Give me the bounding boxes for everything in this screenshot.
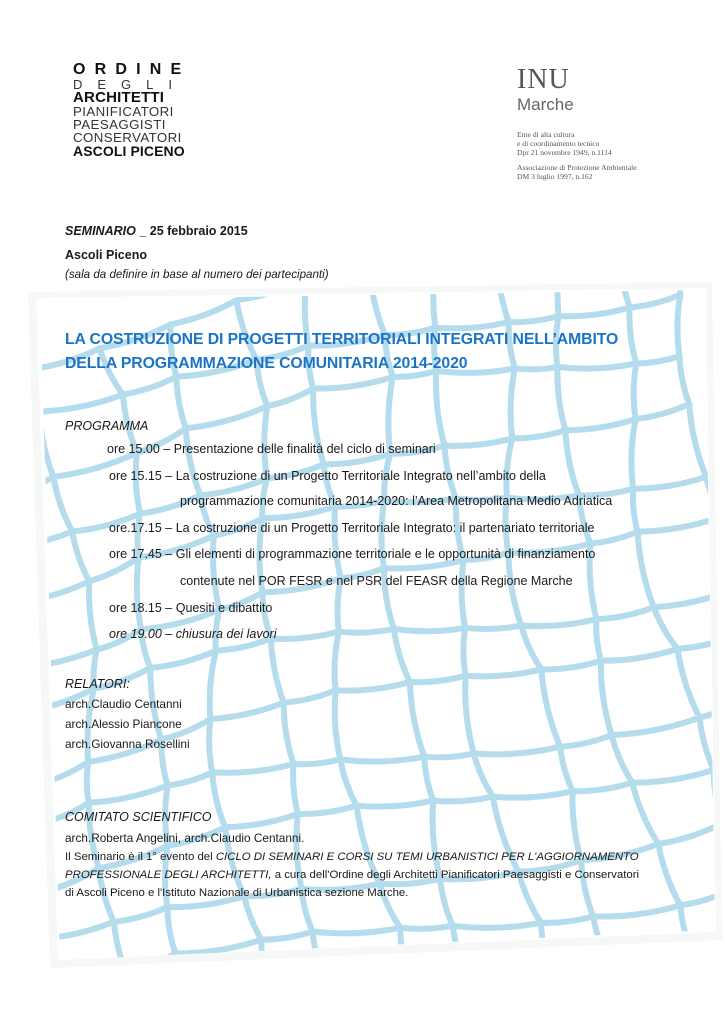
seminar-note-line2 — [65, 869, 639, 881]
comitato-members: arch.Roberta Angelini, arch.Claudio Centanni. — [65, 831, 305, 845]
seminar-cycle-name-cont: PROFESSIONALE DEGLI ARCHITETTI, — [65, 869, 272, 881]
relatori-heading: RELATORI: — [65, 677, 130, 691]
programma-item-continuation: contenute nel POR FESR e nel PSR del FEASR della Regione Marche — [180, 574, 573, 588]
inu-note: Ente di alta cultura — [517, 130, 575, 139]
relatore-name: arch.Alessio Piancone — [65, 717, 182, 731]
logo-line-degli: DEGLI — [73, 77, 188, 92]
seminar-note-text: Il Seminario è il 1° evento del — [65, 851, 216, 863]
net-strand — [463, 628, 465, 676]
programma-item — [107, 442, 436, 456]
inu-note: e di coordinamento tecnico — [517, 139, 600, 149]
programma-time: ore.17.15 — [109, 521, 162, 535]
net-strand — [0, 426, 1, 498]
programma-text: – La costruzione di un Progetto Territoriale Integrato: il partenariato territoriale — [161, 521, 595, 535]
programma-text: – La costruzione di un Progetto Territoriale Integrato nell’ambito della — [161, 469, 546, 483]
net-strand — [41, 822, 46, 892]
net-strand — [17, 668, 29, 711]
net-strand — [38, 939, 43, 996]
programma-text: – Gli elementi di programmazione territoriale e le opportunità di finanziamento — [161, 547, 596, 561]
net-strand — [43, 973, 126, 996]
programma-text: – Presentazione delle finalità del ciclo di seminari — [159, 442, 436, 456]
programma-item — [109, 601, 272, 615]
net-strand — [10, 604, 17, 668]
inu-logo-region: Marche — [517, 95, 574, 114]
net-strand — [438, 244, 496, 251]
net-strand — [495, 240, 563, 245]
net-strand — [515, 367, 558, 370]
comitato-heading: COMITATO SCIENTIFICO — [65, 810, 212, 824]
programma-item — [109, 547, 595, 561]
event-date-line — [65, 224, 248, 238]
programma-item — [109, 521, 594, 535]
programma-heading: PROGRAMMA — [65, 419, 149, 433]
inu-logo — [517, 66, 574, 114]
programma-item — [109, 469, 546, 483]
net-strand — [677, 295, 680, 356]
net-strand — [334, 1002, 414, 1009]
inu-logo-name: INU — [517, 64, 570, 95]
inu-note: Dpr 21 novembre 1949, n.1114 — [517, 148, 612, 158]
seminar-note-line3: di Ascoli Piceno e l'Istituto Nazionale di Urbanistica sezione Marche. — [65, 887, 409, 899]
net-strand — [612, 951, 692, 969]
programma-time: ore 17.45 — [109, 547, 162, 561]
net-strand — [176, 954, 195, 1024]
seminar-note-line1 — [65, 851, 639, 863]
net-strand — [0, 369, 31, 385]
net-strand — [38, 892, 42, 939]
logo-line-pianificatori: PIANIFICATORI — [73, 104, 174, 119]
net-strand — [618, 231, 686, 237]
seminar-note-text: a cura dell'Ordine degli Architetti Pianificatori Paesaggisti e Conservatori — [271, 869, 640, 881]
net-strand — [564, 237, 618, 241]
programma-time: ore 18.15 — [109, 601, 162, 615]
seminar-cycle-name: CICLO DI SEMINARI E CORSI SU TEMI URBANISTICI PER L'AGGIORNAMENTO — [215, 851, 639, 863]
seminar-label: SEMINARIO — [65, 224, 136, 238]
programma-item — [109, 627, 276, 641]
logo-line-architetti: ARCHITETTI — [73, 89, 165, 106]
event-venue-note: (sala da definire in base al numero dei partecipanti) — [65, 268, 329, 281]
relatore-name: arch.Giovanna Rosellini — [65, 737, 190, 751]
net-strand — [1, 498, 8, 547]
net-strand — [554, 970, 612, 984]
logo-line-conservatori: CONSERVATORI — [73, 130, 182, 145]
net-strand — [414, 994, 474, 1002]
seminar-title-line1: LA COSTRUZIONE DI PROGETTI TERRITORIALI INTEGRATI NELL’AMBITO — [65, 331, 619, 348]
inu-note: DM 3 luglio 1997, n.162 — [517, 171, 593, 181]
ordine-architetti-logo — [73, 62, 203, 158]
net-strand — [400, 926, 452, 929]
logo-line-paesaggisti: PAESAGGISTI — [73, 117, 166, 132]
event-city: Ascoli Piceno — [65, 248, 147, 262]
programma-time: ore 19.00 — [109, 627, 162, 641]
programma-time: ore 15.00 — [107, 442, 160, 456]
relatore-name: arch.Claudio Centanni — [65, 697, 182, 711]
programma-time: ore 15.15 — [109, 469, 162, 483]
net-strand — [462, 560, 466, 628]
event-date: _ 25 febbraio 2015 — [135, 224, 248, 238]
net-strand — [474, 984, 554, 994]
programma-text: – Quesiti e dibattito — [161, 601, 273, 615]
net-strand — [369, 250, 438, 261]
net-strand — [394, 628, 465, 631]
net-strand — [273, 1009, 334, 1017]
net-strand — [209, 719, 212, 772]
programma-text: – chiusura dei lavori — [161, 627, 277, 641]
net-strand — [465, 626, 521, 630]
net-strand — [634, 364, 637, 420]
net-strand — [87, 762, 89, 803]
inu-note: Associazione di Protezione Ambientale — [517, 162, 637, 172]
net-strand — [7, 547, 11, 604]
programma-item-continuation: programmazione comunitaria 2014-2020: l’Area Metropolitana Medio Adriatica — [180, 494, 613, 508]
net-strand — [126, 973, 134, 1024]
logo-line-ordine: ORDINE — [73, 61, 191, 78]
net-strand — [195, 1017, 273, 1024]
net-strand — [29, 711, 41, 784]
inu-legal-notes — [517, 130, 677, 181]
logo-line-ascoli-piceno: ASCOLI PICENO — [73, 143, 185, 159]
seminar-title-line2: DELLA PROGRAMMAZIONE COMUNITARIA 2014-2020 — [65, 355, 468, 372]
net-strand — [43, 996, 59, 1024]
